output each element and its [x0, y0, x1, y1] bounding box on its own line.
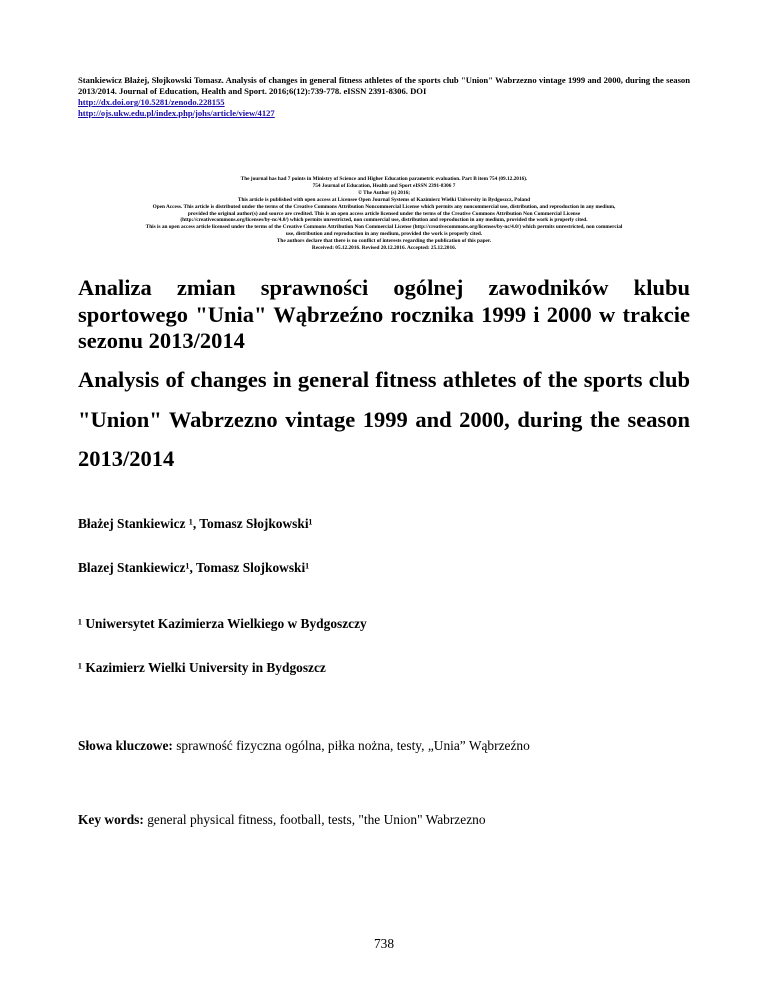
notice-line: The authors declare that there is no conflict of interests regarding the publication of this paper.: [276, 238, 492, 245]
keywords-english: [78, 812, 486, 828]
affiliation-polish: ¹ Uniwersytet Kazimierza Wielkiego w Bydgoszczy: [78, 616, 367, 631]
notice-line: provided the original author(s) and source are credited. This is an open access article licensed under the terms of the Creative Commons Attribution Non Commercial License: [187, 210, 581, 217]
citation-text: Stankiewicz Błażej, Słojkowski Tomasz. Analysis of changes in general fitness athletes of the sports club "Union" Wabrzezno vintage 1999 and 2000, during the season 2013/2014. Journal of Education, Health and Sport. 2016;6(12):739-778. eISSN 2391-8306. DOI: [78, 75, 690, 96]
keywords-english-label: Key words:: [78, 812, 144, 827]
notice-line: Received: 05.12.2016. Revised 20.12.2016. Accepted: 25.12.2016.: [311, 245, 457, 252]
notice-line: The journal has had 7 points in Ministry of Science and Higher Education parametric evaluation. Part B item 754 (09.12.2016).: [240, 176, 528, 182]
license-notice: [78, 176, 690, 252]
notice-line: (http://creativecommons.org/licenses/by-nc/4.0/) which permits unrestricted, non commercial use, distribution and reproduction in any medium, provided the work is properly cited.: [180, 217, 588, 224]
title-polish: Analiza zmian sprawności ogólnej zawodników klubu sportowego "Unia" Wąbrzeźno rocznika 1999 i 2000 w trakcie sezonu 2013/2014: [78, 275, 690, 353]
notice-line: Open Access. This article is distributed under the terms of the Creative Commons Attribution Noncommercial License which permits any noncommercial use, distribution, and reproduction in any medium,: [152, 203, 616, 210]
authors-english: Blazej Stankiewicz¹, Tomasz Slojkowski¹: [78, 560, 310, 575]
keywords-polish-label: Słowa kluczowe:: [78, 738, 173, 753]
keywords-polish: [78, 738, 530, 754]
citation-block: [78, 75, 690, 119]
notice-line: use, distribution and reproduction in any medium, provided the work is properly cited.: [285, 231, 483, 238]
notice-line: This article is published with open access at Licensee Open Journal Systems of Kazimierz Wielki University in Bydgoszcz, Poland: [237, 196, 531, 203]
journal-article-link[interactable]: http://ojs.ukw.edu.pl/index.php/johs/article/view/4127: [78, 108, 275, 118]
page-number: 738: [373, 936, 395, 951]
doi-link[interactable]: http://dx.doi.org/10.5281/zenodo.228155: [78, 97, 225, 107]
authors-polish: Błażej Stankiewicz ¹, Tomasz Słojkowski¹: [78, 516, 313, 531]
keywords-english-value: general physical fitness, football, tests, "the Union" Wabrzezno: [147, 812, 486, 827]
notice-line: © The Author (s) 2016;: [357, 189, 411, 196]
keywords-polish-value: sprawność fizyczna ogólna, piłka nożna, testy, „Unia” Wąbrzeźno: [176, 738, 530, 753]
notice-line: This is an open access article licensed under the terms of the Creative Commons Attribution Non Commercial License (http://creativecommons.org/licenses/by-nc/4.0/) which permits unrestricted, non commercial: [145, 224, 623, 231]
notice-line: 754 Journal of Education, Health and Sport eISSN 2391-8306 7: [312, 182, 456, 189]
affiliation-english: ¹ Kazimierz Wielki University in Bydgoszcz: [78, 660, 326, 675]
title-english: Analysis of changes in general fitness athletes of the sports club "Union" Wabrzezno vintage 1999 and 2000, during the season 2013/2014: [78, 367, 690, 471]
